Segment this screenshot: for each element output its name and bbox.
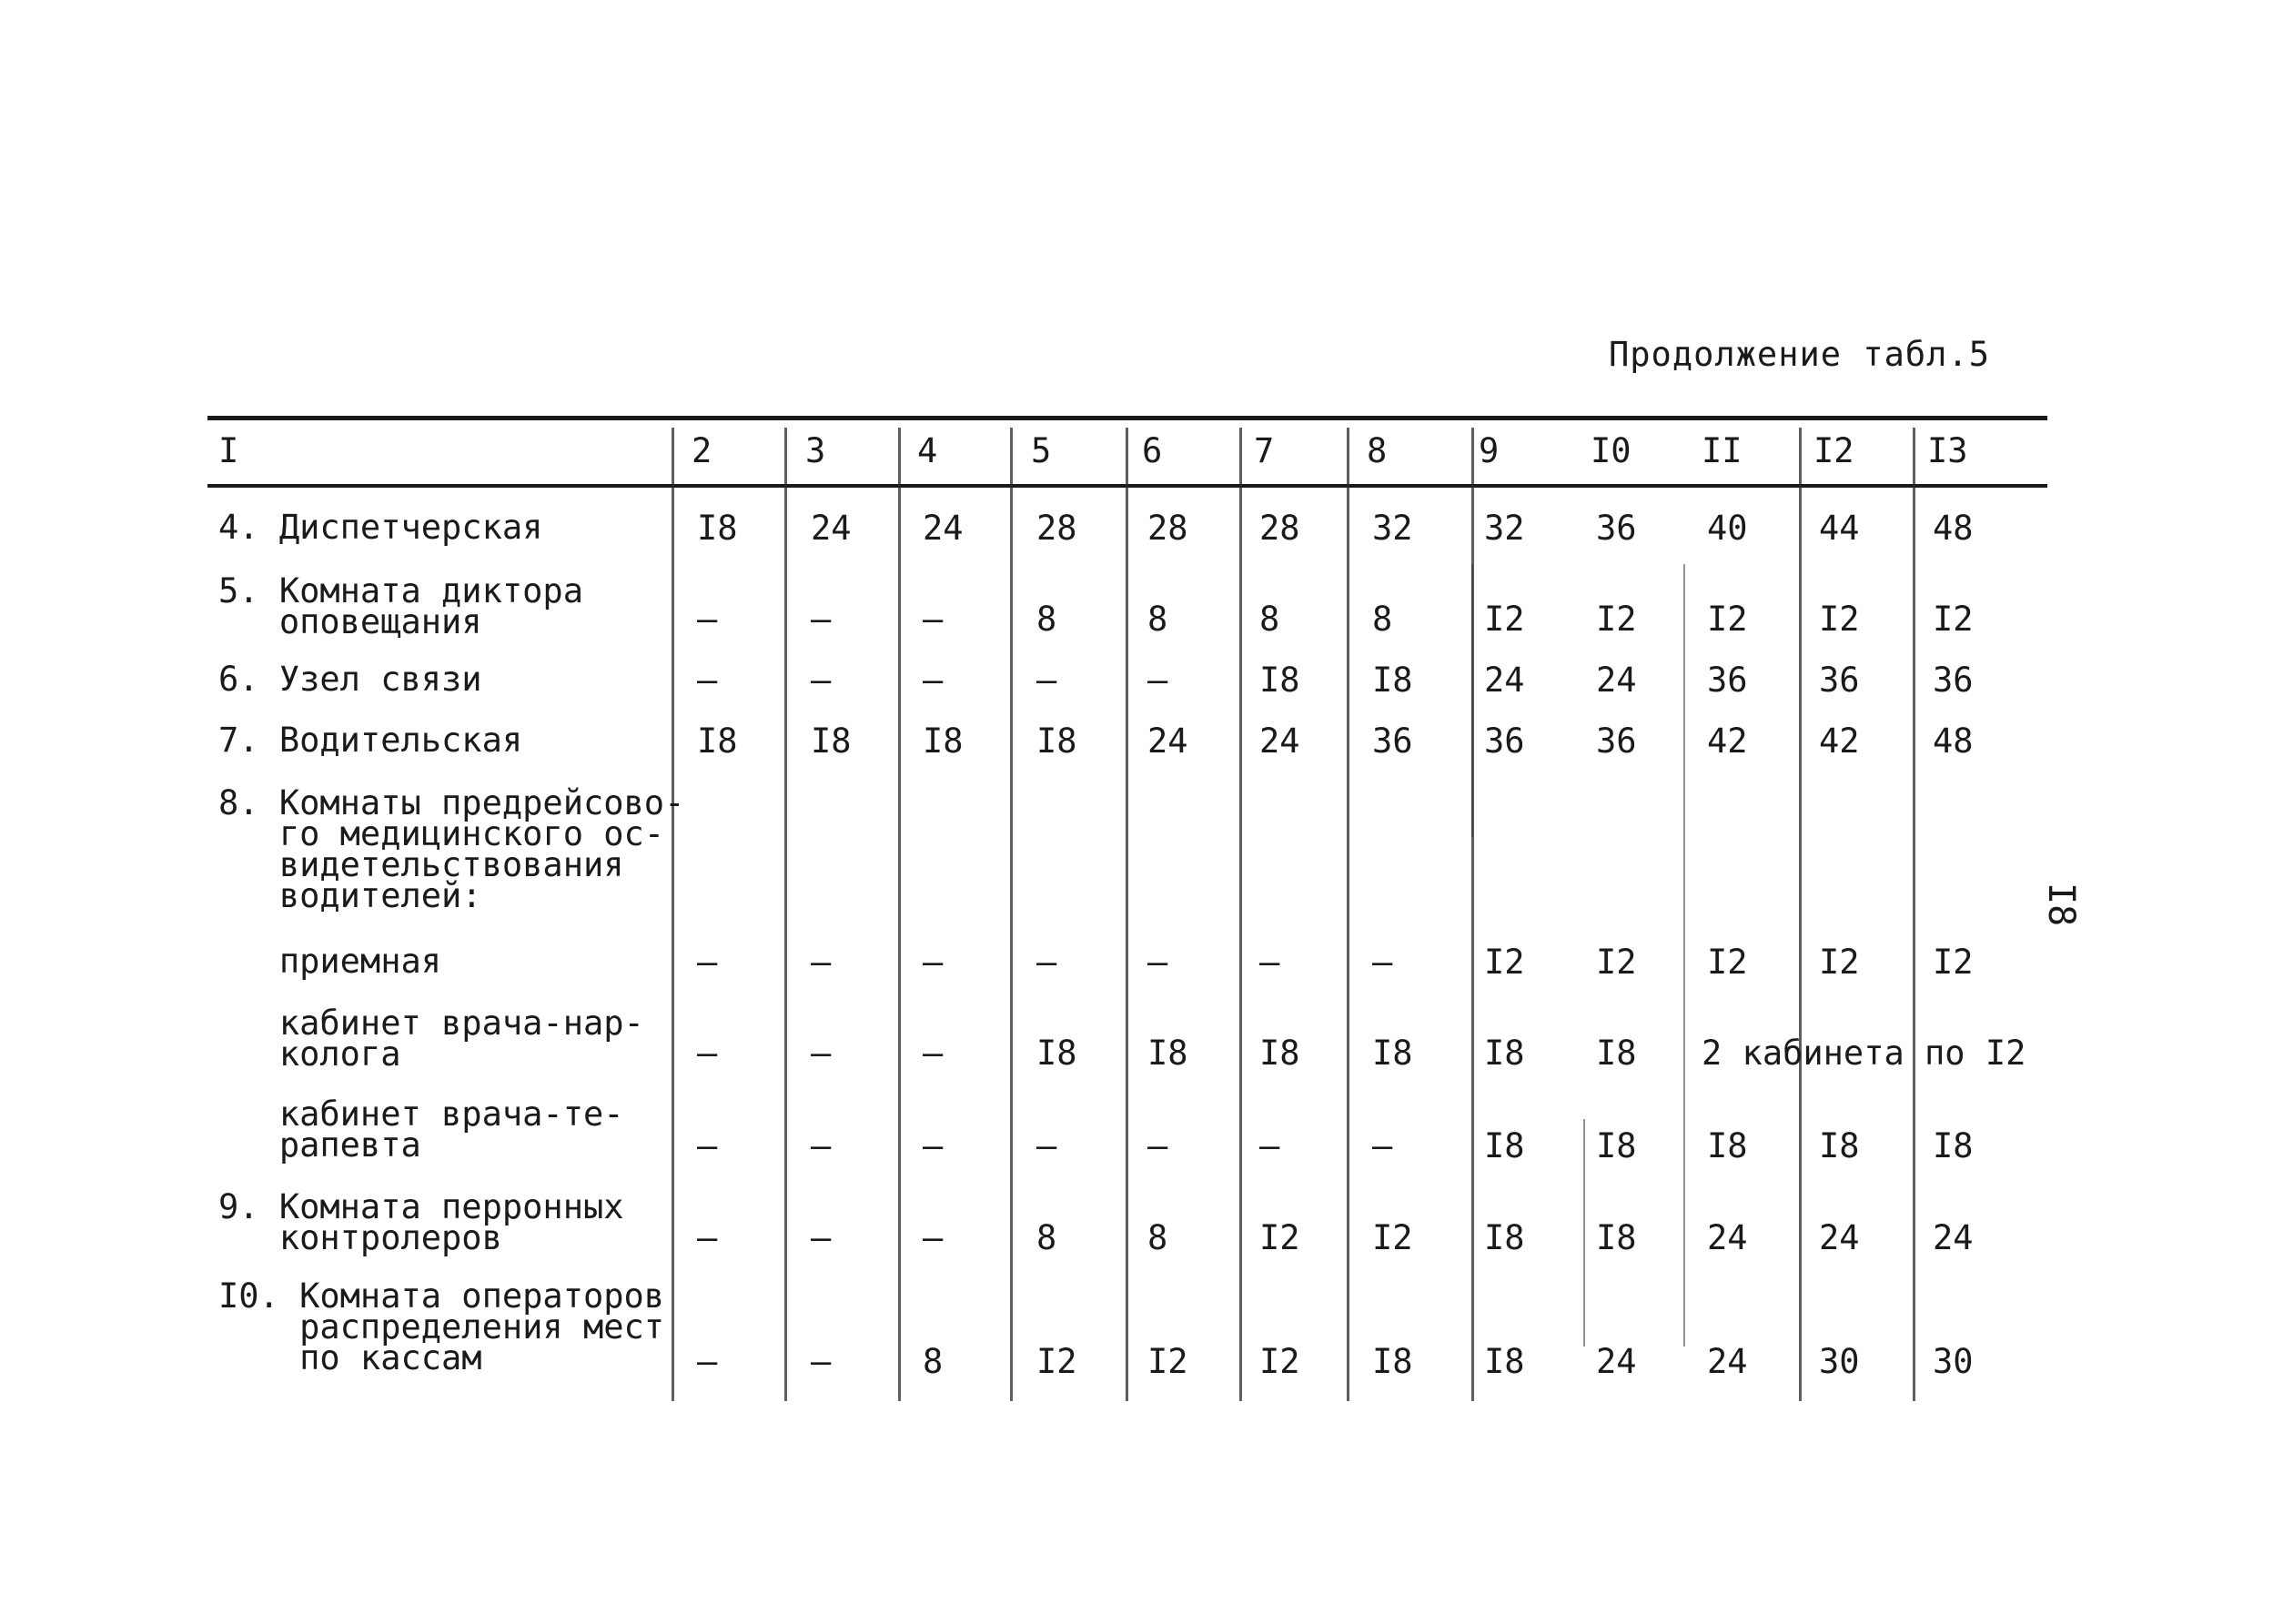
table-cell: 8: [1147, 600, 1168, 639]
row-label: приемная: [218, 942, 442, 981]
table-cell: I8: [1259, 1034, 1300, 1073]
table-cell: I2: [1036, 1342, 1077, 1381]
header-cell: II: [1702, 431, 1743, 470]
table-cell: –: [697, 1342, 718, 1381]
table-cell: –: [811, 1126, 832, 1165]
header-cell: 7: [1254, 431, 1275, 470]
table-cell: I2: [1819, 600, 1860, 639]
table-cell: –: [811, 661, 832, 700]
table-cell: I2: [1819, 943, 1860, 982]
table-cell: I8: [1933, 1126, 1974, 1165]
table-cell: –: [1036, 661, 1057, 700]
table-cell: 36: [1372, 721, 1413, 761]
table-cell: –: [1259, 1126, 1280, 1165]
header-cell: 6: [1142, 431, 1163, 470]
table-cell: I8: [1596, 1126, 1637, 1165]
table-cell: –: [697, 1034, 718, 1073]
table-cell: –: [1036, 943, 1057, 982]
column-separator: [672, 428, 674, 1401]
table-cell: 8: [1036, 600, 1057, 639]
table-cell: –: [811, 1342, 832, 1381]
table-cell: 8: [1036, 1218, 1057, 1257]
table-cell: I2: [1259, 1342, 1300, 1381]
table-cell: 8: [1147, 1218, 1168, 1257]
table-cell: 32: [1484, 509, 1525, 548]
table-cell: 24: [1819, 1218, 1860, 1257]
column-separator: [1799, 428, 1802, 1401]
header-cell: I3: [1927, 431, 1968, 470]
table-cell: I2: [1707, 943, 1748, 982]
row-label: кабинет врача-те- рапевта: [278, 1094, 624, 1165]
table-cell: I8: [1819, 1126, 1860, 1165]
column-separator: [1010, 428, 1013, 1401]
table-cell: I8: [1372, 661, 1413, 700]
table-cell: –: [697, 1218, 718, 1257]
table-cell: –: [1036, 1126, 1057, 1165]
table-cell: 24: [1596, 661, 1637, 700]
header-cell: 9: [1479, 431, 1500, 470]
table-cell: –: [811, 943, 832, 982]
table-caption: Продолжение табл.5: [1609, 335, 1990, 374]
table-cell: I8: [1484, 1218, 1525, 1257]
table-cell: 24: [811, 509, 852, 548]
table-cell: I2: [1484, 600, 1525, 639]
table-cell: 48: [1933, 509, 1974, 548]
table-cell: 24: [1484, 661, 1525, 700]
table-cell: 40: [1707, 509, 1748, 548]
table-cell: I8: [811, 721, 852, 761]
table-cell: 36: [1933, 661, 1974, 700]
table-cell: –: [811, 600, 832, 639]
column-separator: [1239, 428, 1242, 1401]
row-label: 4. Диспетчерская: [218, 508, 543, 547]
table-cell: 24: [923, 509, 964, 548]
row-label: 8. Комнаты предрейсово- го медицинского ос- видетельствования водителей:: [218, 783, 685, 915]
table-cell: 48: [1933, 721, 1974, 761]
table-cell: I2: [1933, 943, 1974, 982]
table-cell: 30: [1933, 1342, 1974, 1381]
table-cell: –: [811, 1034, 832, 1073]
table-cell: 44: [1819, 509, 1860, 548]
table-cell: 28: [1036, 509, 1077, 548]
table-cell: 24: [1596, 1342, 1637, 1381]
table-top-rule: [207, 416, 2047, 420]
header-cell: 2: [692, 431, 712, 470]
table-cell: 8: [923, 1342, 944, 1381]
table-cell: –: [923, 661, 944, 700]
table-cell: 8: [1372, 600, 1393, 639]
row-label: I0. Комната операторов распределения мест по кассам: [218, 1276, 665, 1377]
column-separator: [1683, 564, 1685, 1347]
table-cell: –: [1147, 1126, 1168, 1165]
table-cell: 8: [1259, 600, 1280, 639]
merged-cell: 2 кабинета по I2: [1702, 1034, 2026, 1073]
column-separator: [1583, 1119, 1585, 1347]
table-cell: I2: [1372, 1218, 1413, 1257]
table-cell: 42: [1819, 721, 1860, 761]
table-cell: I8: [1707, 1126, 1748, 1165]
row-label: 5. Комната диктора оповещания: [218, 571, 583, 641]
table-cell: I8: [697, 509, 738, 548]
table-cell: 36: [1819, 661, 1860, 700]
table-cell: I2: [1147, 1342, 1188, 1381]
header-cell: 8: [1367, 431, 1388, 470]
column-separator: [1347, 428, 1349, 1401]
row-label: 7. Водительская: [218, 721, 523, 760]
column-separator: [898, 428, 901, 1401]
table-cell: I8: [923, 721, 964, 761]
header-cell: I2: [1813, 431, 1854, 470]
row-label: кабинет врача-нар- колога: [278, 1004, 644, 1074]
table-cell: –: [697, 943, 718, 982]
table-cell: I2: [1259, 1218, 1300, 1257]
table-cell: I2: [1707, 600, 1748, 639]
table-cell: I2: [1596, 600, 1637, 639]
table-cell: 36: [1484, 721, 1525, 761]
table-cell: I8: [1596, 1034, 1637, 1073]
table-cell: I8: [1372, 1034, 1413, 1073]
table-cell: –: [697, 1126, 718, 1165]
table-cell: –: [697, 600, 718, 639]
row-label: 9. Комната перронных контролеров: [218, 1187, 624, 1257]
table-cell: –: [1372, 1126, 1393, 1165]
table-cell: I8: [1036, 1034, 1077, 1073]
table-cell: I8: [1484, 1034, 1525, 1073]
table-cell: –: [923, 600, 944, 639]
table-cell: –: [811, 1218, 832, 1257]
table-cell: I2: [1596, 943, 1637, 982]
table-cell: I8: [697, 721, 738, 761]
table-cell: –: [923, 1218, 944, 1257]
header-cell: 5: [1031, 431, 1052, 470]
header-cell: I: [218, 431, 239, 470]
table-cell: 32: [1372, 509, 1413, 548]
table-cell: I8: [1372, 1342, 1413, 1381]
table-cell: 24: [1259, 721, 1300, 761]
table-cell: 36: [1596, 509, 1637, 548]
column-separator: [1913, 428, 1915, 1401]
table-cell: –: [923, 1126, 944, 1165]
header-cell: 3: [805, 431, 826, 470]
table-cell: 36: [1707, 661, 1748, 700]
table-cell: I8: [1484, 1342, 1525, 1381]
table-cell: I8: [1036, 721, 1077, 761]
table-cell: –: [923, 1034, 944, 1073]
table-cell: 36: [1596, 721, 1637, 761]
table-cell: I8: [1596, 1218, 1637, 1257]
column-separator: [1126, 428, 1128, 1401]
table-cell: I2: [1484, 943, 1525, 982]
table-cell: –: [697, 661, 718, 700]
table-cell: I2: [1933, 600, 1974, 639]
table-cell: 24: [1707, 1218, 1748, 1257]
table-cell: 24: [1707, 1342, 1748, 1381]
table-cell: I8: [1259, 661, 1300, 700]
table-cell: 28: [1259, 509, 1300, 548]
column-separator: [784, 428, 787, 1401]
row-label: 6. Узел связи: [218, 660, 482, 699]
table-cell: I8: [1484, 1126, 1525, 1165]
header-cell: I0: [1591, 431, 1632, 470]
table-cell: 28: [1147, 509, 1188, 548]
table-cell: 24: [1147, 721, 1188, 761]
table-cell: 30: [1819, 1342, 1860, 1381]
table-cell: –: [1147, 661, 1168, 700]
table-cell: I8: [1147, 1034, 1188, 1073]
table-cell: –: [1147, 943, 1168, 982]
page-number: I8: [2040, 883, 2082, 927]
table-cell: –: [1372, 943, 1393, 982]
table-cell: 24: [1933, 1218, 1974, 1257]
table-cell: 42: [1707, 721, 1748, 761]
column-separator: [1471, 564, 1473, 837]
table-cell: –: [1259, 943, 1280, 982]
header-cell: 4: [917, 431, 938, 470]
table-cell: –: [923, 943, 944, 982]
